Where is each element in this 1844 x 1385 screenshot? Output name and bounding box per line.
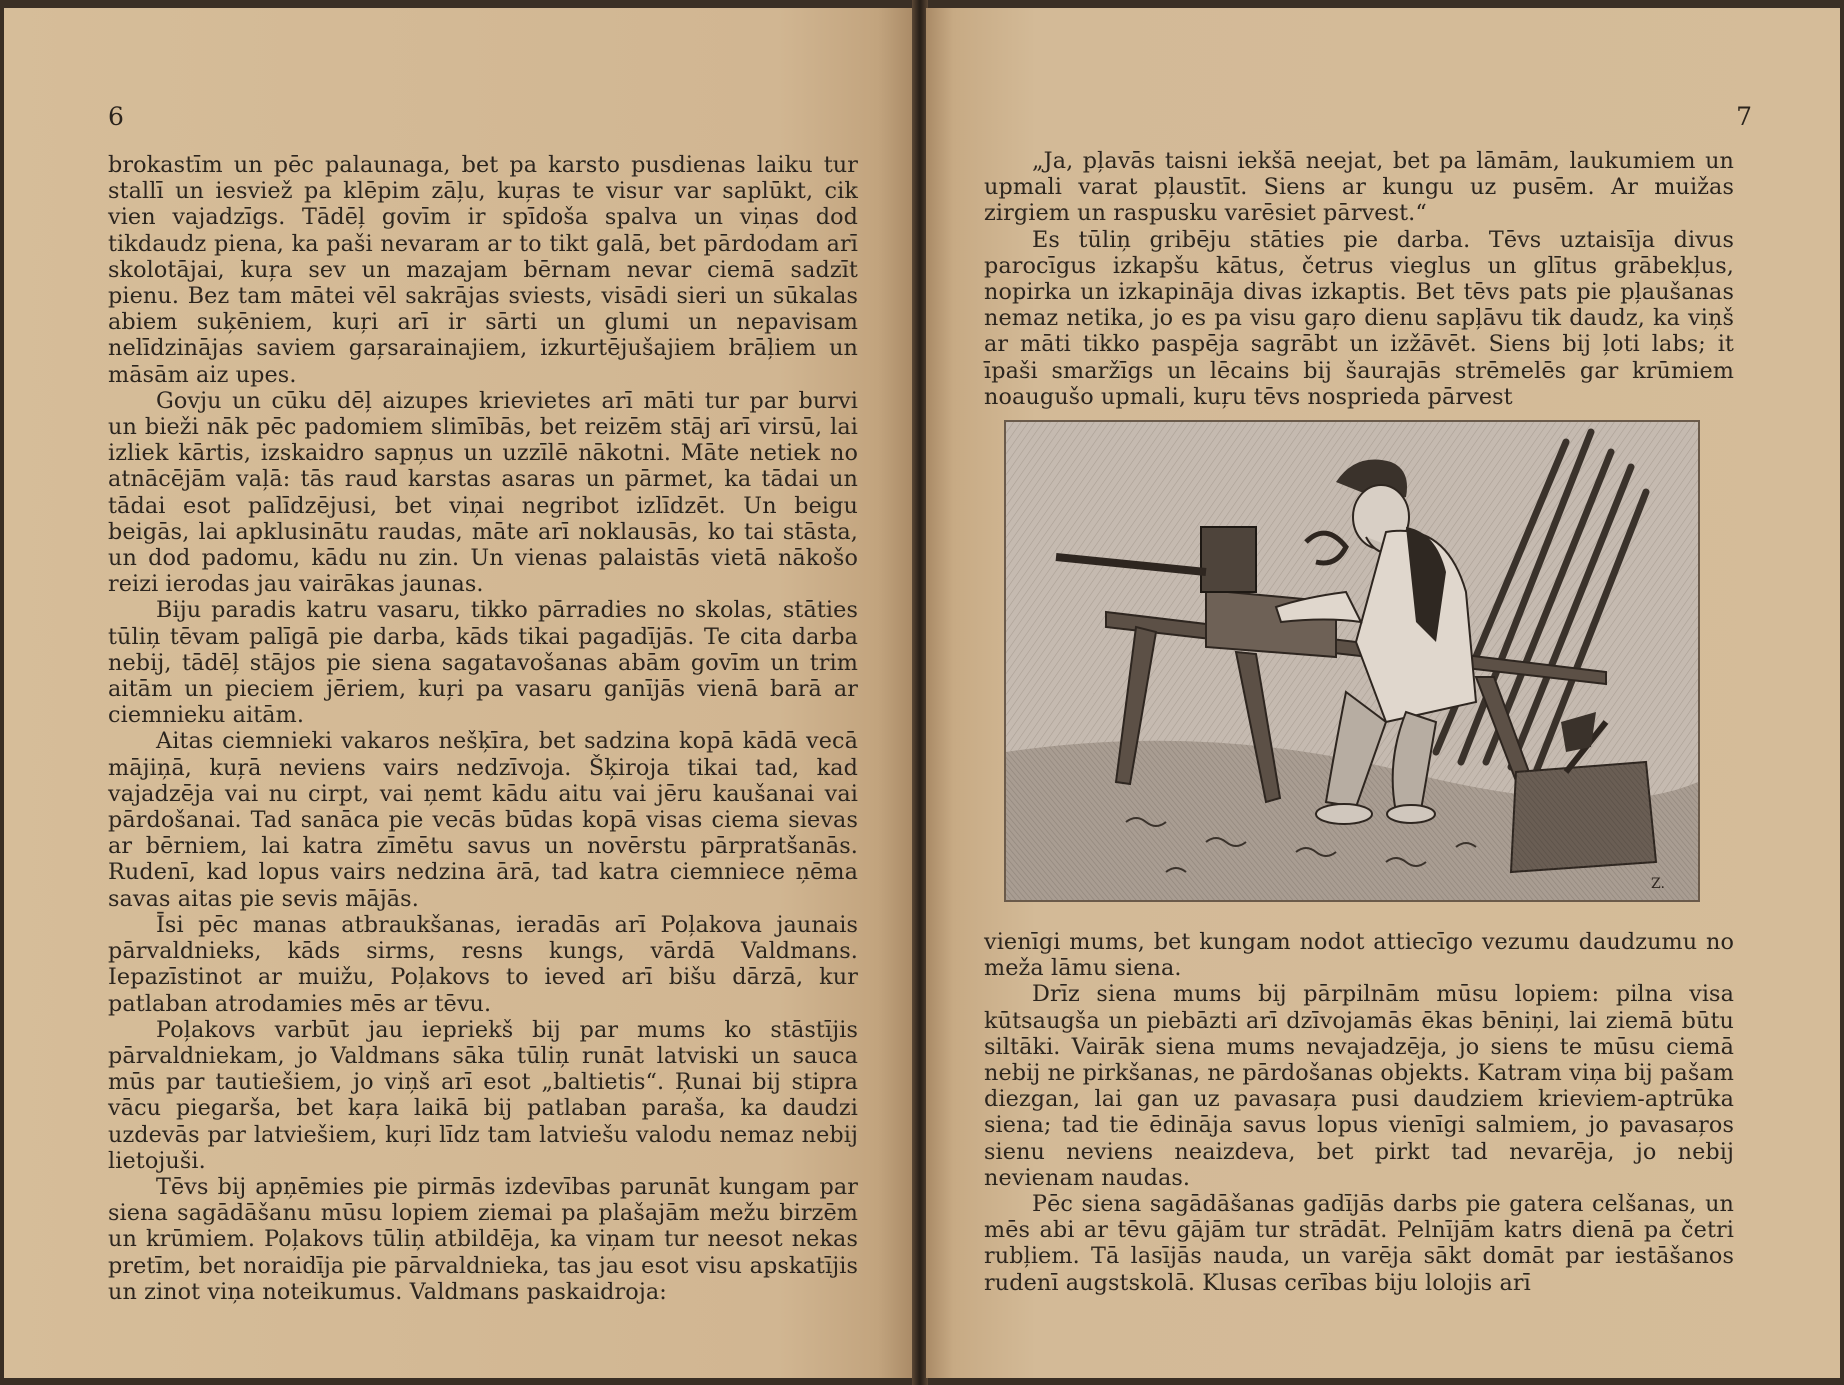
page-number-left: 6	[108, 102, 124, 131]
illustration-drawing	[1006, 422, 1698, 900]
paragraph: Poļakovs varbūt jau iepriekš bij par mums ko stāstījis pārvaldniekam, jo Valdmans sāka tūliņ runāt latviski un sauca mūs par tautiešiem, jo viņš arī esot „baltietis“. Ŗunai bij stipra vācu piegarša, bet kaŗa laikā bij patlaban paraša, ka daudzi uzdevās par latviešiem, kuŗi līdz tam latviešu valodu nemaz nebij lietojuši.	[108, 1016, 858, 1174]
paragraph: Govju un cūku dēļ aizupes krievietes arī māti tur par burvi un bieži nāk pēc padomiem slimībās, bet reizēm stāj arī virsū, lai izliek kārtis, izskaidro sapņus un uzzīlē nākotni. Māte netiek no atnācējām vaļā: tās raud karstas asaras un pārmet, ka tādai un tādai esot palīdzējusi, bet viņai negribot izlīdzēt. Un beigu beigās, lai apklusinātu raudas, māte arī noklausās, ko tai stāsta, un dod padomu, kādu nu zin. Un vienas palaistās vietā nākošo reizi ierodas jau vairākas jaunas.	[108, 387, 858, 598]
left-page	[4, 8, 914, 1378]
illustration-man-making-rake	[1004, 420, 1700, 902]
paragraph: Biju paradis katru vasaru, tikko pārradies no skolas, stāties tūliņ tēvam palīgā pie darba, kāds tikai pagadījās. Te cita darba nebij, tādēļ stājos pie siena sagatavošanas abām govīm un trim aitām un pieciem jēriem, kuŗi pa vasaru ganījās vienā barā ar ciemnieku aitām.	[108, 597, 858, 729]
paragraph: Tēvs bij apņēmies pie pirmās izdevības parunāt kungam par siena sagādāšanu mūsu lopiem ziemai pa plašajām mežu birzēm un krūmiem. Poļakovs tūliņ atbildēja, ka viņam tur neesot nekas pretīm, bet noraidīja pie pārvaldnieka, tas jau esot visu apskatījis un zinot viņa noteikumus. Valdmans paskaidroja:	[108, 1173, 858, 1305]
right-page-text-top	[984, 148, 1734, 410]
paragraph: Aitas ciemnieki vakaros nešķīra, bet sadzina kopā kādā vecā mājiņā, kuŗā neviens vairs nedzīvoja. Šķiroja tikai tad, kad vajadzēja vai nu cirpt, vai ņemt kādu aitu vai jēru kaušanai vai pārdošanai. Tad sanāca pie vecās būdas kopā visas ciema sievas ar bērniem, lai katra zīmētu savus un novērstu pārpratšanās. Rudenī, kad lopus vairs nedzina ārā, tad katra ciemniece ņēma savas aitas pie sevis mājās.	[108, 728, 858, 912]
right-page	[926, 8, 1840, 1378]
paragraph: vienīgi mums, bet kungam nodot attiecīgo vezumu daudzumu no meža lāmu siena.	[984, 929, 1734, 982]
right-page-text-bottom	[984, 929, 1734, 1296]
paragraph: Īsi pēc manas atbraukšanas, ieradās arī Poļakova jaunais pārvaldnieks, kāds sirms, resns kungs, vārdā Valdmans. Iepazīstinot ar muižu, Poļakovs to ieved arī bišu dārzā, kur patlaban atrodamies mēs ar tēvu.	[108, 911, 858, 1017]
left-page-text	[108, 152, 858, 1305]
paragraph: „Ja, pļavās taisni iekšā neejat, bet pa lāmām, laukumiem un upmali varat pļaustīt. Siens ar kungu uz pusēm. Ar muižas zirgiem un raspusku varēsiet pārvest.“	[984, 148, 1734, 227]
paragraph: Pēc siena sagādāšanas gadījās darbs pie gatera celšanas, un mēs abi ar tēvu gājām tur strādāt. Pelnījām katrs dienā pa četri rubļiem. Tā lasījās nauda, un varēja sākt domāt par iestāšanos rudenī augstskolā. Klusas cerības biju lolojis arī	[984, 1191, 1734, 1296]
illustration-signature: Z.	[1651, 876, 1665, 892]
paragraph: Es tūliņ gribēju stāties pie darba. Tēvs uztaisīja divus parocīgus izkapšu kātus, četrus vieglus un glītus grābekļus, nopirka un izkapināja divas izkaptis. Bet tēvs pats pie pļaušanas nemaz netika, jo es pa visu gaŗo dienu sapļāvu tik daudz, ka viņš ar māti tikko paspēja sagrābt un izžāvēt. Siens bij ļoti labs; it īpaši smaržīgs un lēcains bij šaurajās strēmelēs gar krūmiem noaugušo upmali, kuŗu tēvs nosprieda pārvest	[984, 226, 1734, 410]
page-number-right: 7	[1736, 102, 1752, 131]
paragraph: brokastīm un pēc palaunaga, bet pa karsto pusdienas laiku tur stallī un iesviež pa klēpim zāļu, kuŗas te visur var saplūkt, cik vien vajadzīgs. Tādēļ govīm ir spīdoša spalva un viņas dod tikdaudz piena, ka paši nevaram ar to tikt galā, bet pārdodam arī skolotājai, kuŗa sev un mazajam bērnam nevar ciemā sadzīt pienu. Bez tam mātei vēl sakrājas sviests, visādi sieri un sūkalas abiem suķēniem, kuŗi arī ir sārti un glumi un nepavisam nelīdzinājas saviem gaŗsarainajiem, izkurtējušajiem brāļiem un māsām aiz upes.	[108, 152, 858, 388]
paragraph: Drīz siena mums bij pārpilnām mūsu lopiem: pilna visa kūtsaugša un piebāzti arī dzīvojamās ēkas bēniņi, lai ziemā būtu siltāki. Vairāk siena mums nevajadzēja, jo siens te mūsu ciemā nebij ne pirkšanas, ne pārdošanas objekts. Katram viņa bij pašam diezgan, lai gan uz pavasaŗa pusi daudziem krieviem-aptrūka siena; tad tie ēdināja savus lopus vienīgi salmiem, jo pavasaŗos sienu neviens neaizdeva, bet pirkt tad nevarēja, jo nebij nevienam naudas.	[984, 981, 1734, 1191]
